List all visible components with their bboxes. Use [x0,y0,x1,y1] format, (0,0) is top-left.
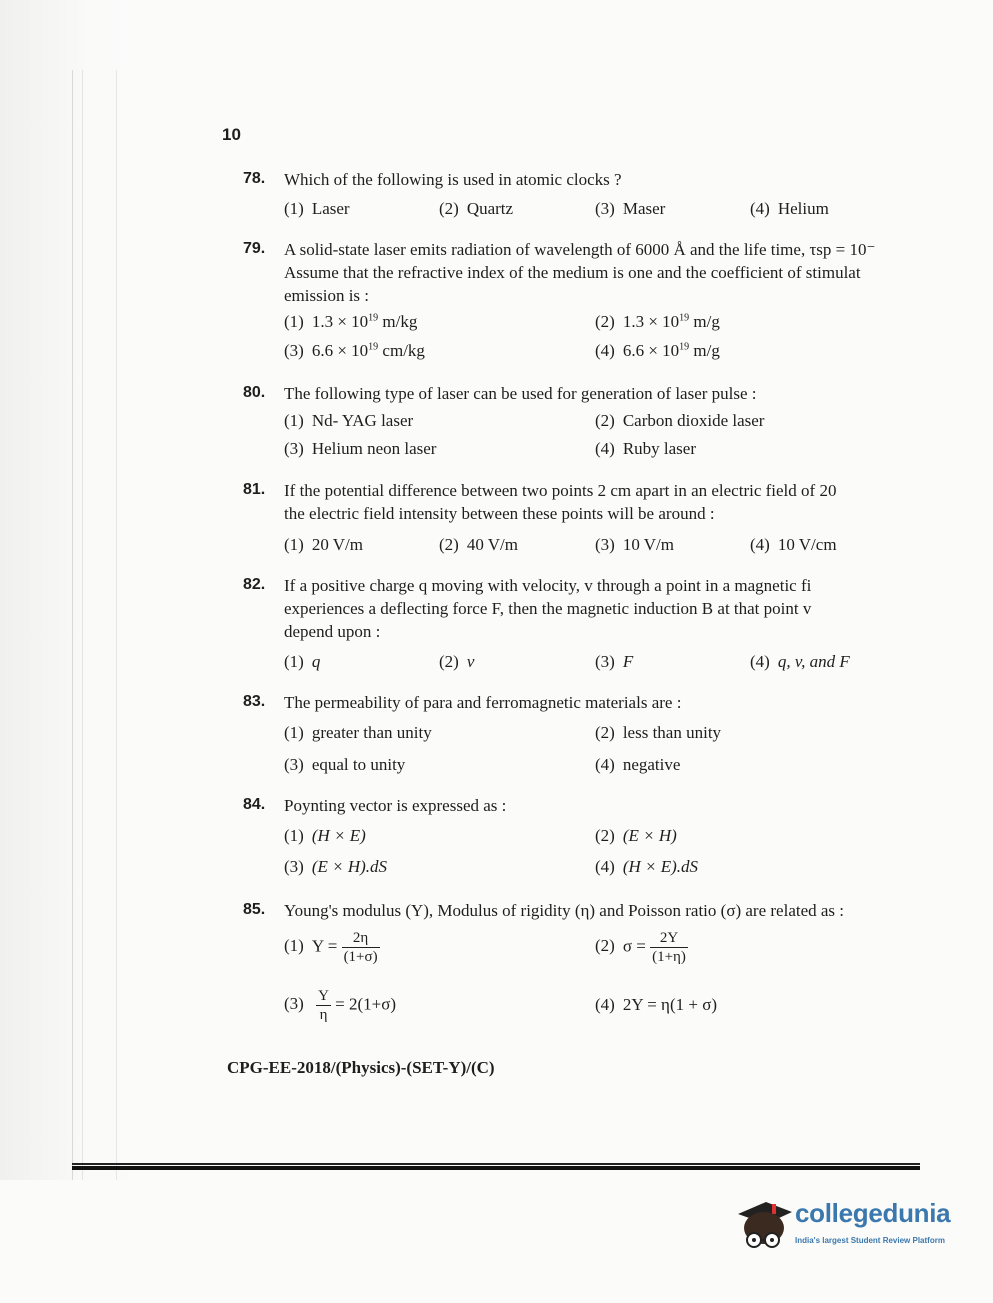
question-number: 82. [243,576,266,593]
scan-edge-line [82,70,83,1180]
fraction: $\frac{Y}{\eta}$ [318,988,329,1023]
option-4: (4) 2Y = η(1 + σ) [595,995,718,1014]
option-2: (2) $1.3 \times 10^{19}$ m/g [595,312,720,331]
option-1: (1) q [284,652,321,671]
option-4: (4) q, v, and F [750,652,850,671]
option-3: (3) Maser [595,199,666,218]
question-number: 79. [243,240,266,257]
divider [72,1166,920,1170]
option-3: (3) $6.6 \times 10^{19}$ cm/kg [284,341,425,360]
option-3: (3) Helium neon laser [284,439,437,458]
logo-wordmark: collegedunia [795,1198,951,1228]
option-4: (4) negative [595,755,681,774]
question-text: The permeability of para and ferromagnetic materials are : [284,693,682,712]
question-number: 80. [243,384,266,401]
question-text: If the potential difference between two points 2 cm apart in an electric field of 20 the electric field intensity between these points will be around : [284,481,837,523]
option-4: (4) 10 V/cm [750,535,837,554]
option-2: (2) less than unity [595,723,722,742]
page-number: 10 [222,125,241,144]
option-3: (3) $\frac{Y}{\eta}$ = 2(1+σ) [284,988,397,1023]
question-text: A solid-state laser emits radiation of wavelength of 6000 Å and the life time, τsp = 10⁻ Assume that the refractive index of the medium is one and the coefficient of stimulat emission is : [284,240,876,305]
question-text: Young's modulus (Y), Modulus of rigidity (η) and Poisson ratio (σ) are related as : [284,901,845,920]
question-number: 85. [243,901,266,918]
mascot-icon [736,1196,794,1256]
scan-edge-line [116,70,117,1180]
question-text: If a positive charge q moving with velocity, v through a point in a magnetic fi experiences a deflecting force F, then the magnetic induction B at that point v depend upon : [284,576,812,641]
option-2: (2) Quartz [439,199,514,218]
divider [72,1163,920,1165]
option-2: (2) 40 V/m [439,535,518,554]
option-2: (2) σ = $\frac{2Y}{(1+\eta)}$ [595,930,686,965]
option-3: (3) equal to unity [284,755,406,774]
question-number: 83. [243,693,266,710]
option-2: (2) Carbon dioxide laser [595,411,765,430]
option-1: (1) Y = $\frac{2\eta}{(1+\sigma)}$ [284,930,378,965]
scan-edge-line [72,70,73,1180]
collegedunia-logo [736,1196,966,1266]
option-1: (1) Laser [284,199,350,218]
logo-tagline: India's largest Student Review Platform [795,1236,945,1245]
option-3: (3) 10 V/m [595,535,674,554]
scan-shadow [0,0,150,1180]
option-2: (2) v [439,652,475,671]
option-1: (1) Nd- YAG laser [284,411,414,430]
option-4: (4) $6.6 \times 10^{19}$ m/g [595,341,720,360]
question-number: 81. [243,481,266,498]
option-1: (1) (H × E) [284,826,366,845]
option-4: (4) (H × E).dS [595,857,699,876]
question-text: Poynting vector is expressed as : [284,796,507,815]
option-1: (1) $1.3 \times 10^{19}$ m/kg [284,312,418,331]
question-text: Which of the following is used in atomic clocks ? [284,170,622,189]
option-3: (3) (E × H).dS [284,857,388,876]
option-4: (4) Ruby laser [595,439,697,458]
question-number: 78. [243,170,266,187]
option-1: (1) 20 V/m [284,535,363,554]
question-text: The following type of laser can be used for generation of laser pulse : [284,384,757,403]
paper-code-footer: CPG-EE-2018/(Physics)-(SET-Y)/(C) [227,1058,495,1077]
option-4: (4) Helium [750,199,829,218]
option-1: (1) greater than unity [284,723,432,742]
option-3: (3) F [595,652,634,671]
fraction: $\frac{2Y}{(1+\eta)}$ [652,930,686,965]
option-2: (2) (E × H) [595,826,677,845]
fraction: $\frac{2\eta}{(1+\sigma)}$ [343,930,378,965]
question-number: 84. [243,796,266,813]
